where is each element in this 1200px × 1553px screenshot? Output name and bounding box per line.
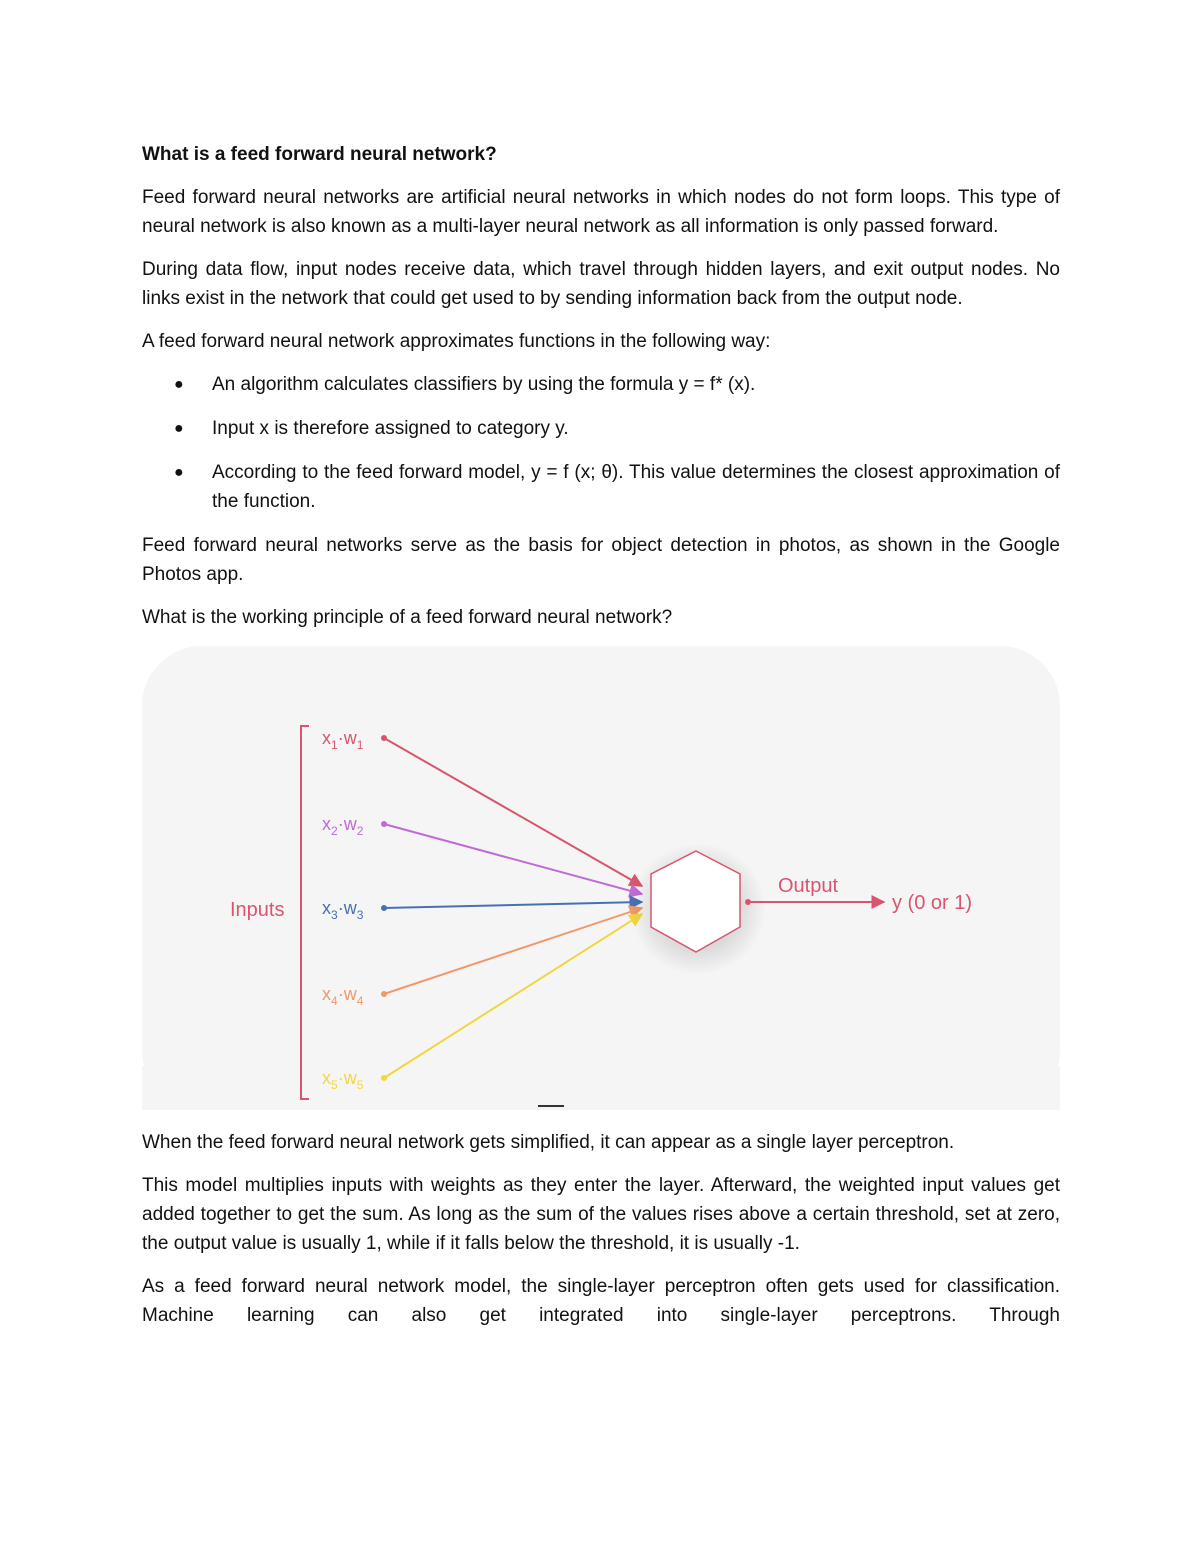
inputs-label: Inputs <box>230 899 285 921</box>
input-weight-label: $x_1\cdot w_1$ <box>322 728 364 752</box>
paragraph-simplified: When the feed forward neural network gets simplified, it can appear as a single layer perceptron. <box>142 1132 955 1153</box>
diagram-background <box>142 646 1060 1110</box>
list-item <box>142 414 1060 443</box>
input-weight-label: $x_2\cdot w_2$ <box>322 814 364 838</box>
paragraph-approximation-intro: A feed forward neural network approximates functions in the following way: <box>142 331 771 352</box>
figure-caption-line <box>538 1105 564 1107</box>
bullet-list <box>142 370 1060 516</box>
output-value: y (0 or 1) <box>892 892 973 914</box>
output-label: Output <box>778 875 839 897</box>
list-item <box>142 370 1060 399</box>
list-item-text: According to the feed forward model, y = f (x; θ). This value determines the closest approximation of the function. <box>212 462 1060 512</box>
input-weight-label: $x_5\cdot w_5$ <box>322 1068 364 1092</box>
list-item-text: Input x is therefore assigned to category y. <box>212 418 569 439</box>
paragraph-data-flow: During data flow, input nodes receive data, which travel through hidden layers, and exit output nodes. No links exist in the network that could get used to by sending information back from the output node. <box>142 259 1060 309</box>
input-weight-label: $x_3\cdot w_3$ <box>322 898 364 922</box>
list-item-text: An algorithm calculates classifiers by using the formula y = f* (x). <box>212 374 756 395</box>
paragraph-google-photos: Feed forward neural networks serve as the basis for object detection in photos, as shown in the Google Photos app. <box>142 535 1060 585</box>
perceptron-diagram <box>142 646 1060 1110</box>
paragraph-classification: As a feed forward neural network model, the single-layer perceptron often gets used for classification. Machine learning can also get integrated into single-layer perceptrons. Through <box>142 1276 1060 1326</box>
document-page <box>142 140 1060 1344</box>
subheading-working-principle: What is the working principle of a feed forward neural network? <box>142 607 673 628</box>
paragraph-weights: This model multiplies inputs with weights as they enter the layer. Afterward, the weighted input values get added together to get the sum. As long as the sum of the values rises above a certain threshold, set at zero, the output value is usually 1, while if it falls below the threshold, it is usually -1. <box>142 1175 1060 1254</box>
bullet-icon: ● <box>174 464 184 481</box>
list-item <box>142 458 1060 516</box>
bullet-icon: ● <box>174 420 184 437</box>
input-weight-label: $x_4\cdot w_4$ <box>322 984 364 1008</box>
bullet-icon: ● <box>174 376 184 393</box>
section-heading: What is a feed forward neural network? <box>142 144 497 165</box>
paragraph-definition: Feed forward neural networks are artificial neural networks in which nodes do not form loops. This type of neural network is also known as a multi-layer neural network as all information is only passed forward. <box>142 187 1060 237</box>
